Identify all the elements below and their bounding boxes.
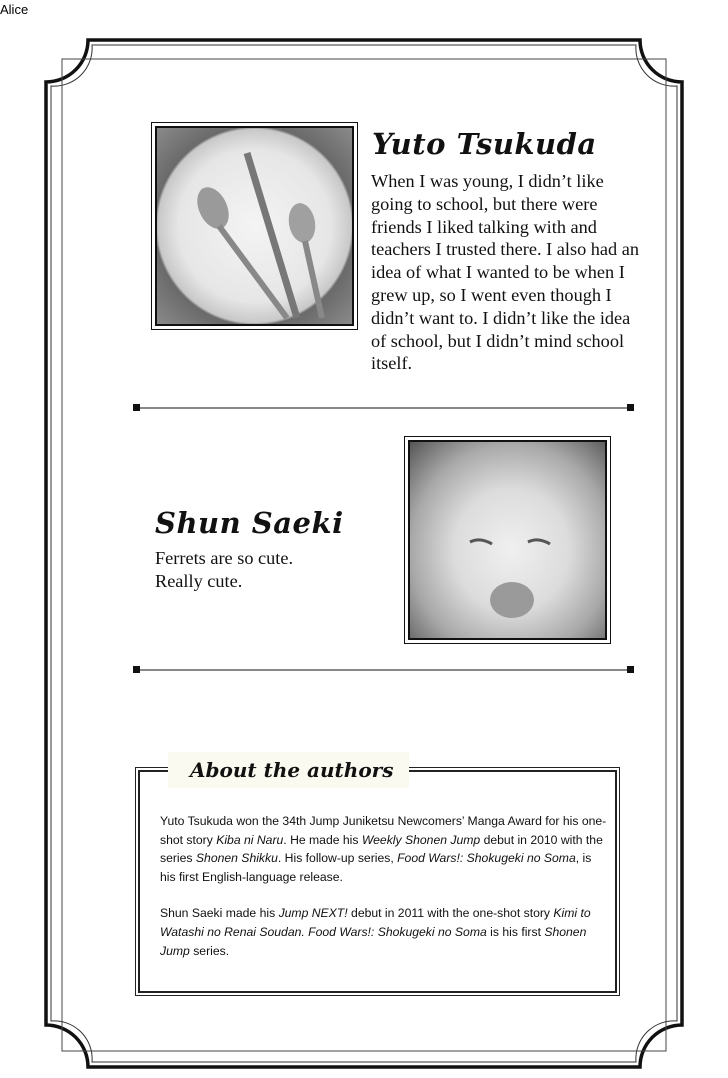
italic-title: Food Wars!: Shokugeki no Soma <box>397 851 576 866</box>
corner-label: Alice <box>0 2 29 17</box>
about-paragraph-tsukuda <box>160 812 608 886</box>
text-run: Yuto Tsukuda won the 34th Jump Juniketsu Newcomers’ Manga Award for his one-shot story <box>160 814 607 847</box>
italic-title: Kimi to Watashi no Renai Soudan. Food Wars!: Shokugeki no Soma <box>160 906 591 939</box>
section-divider <box>135 669 632 671</box>
author-bio-yuto-tsukuda: When I was young, I didn’t like going to school, but there were friends I liked talking with and teachers I trusted there. I also had an idea of what I wanted to be when I grew up, so I went even though I didn’t want to. I didn’t like the idea of school, but I didn’t mind school itself. <box>371 171 640 374</box>
text-run: is his first <box>486 924 545 939</box>
about-paragraph-saeki <box>160 904 608 960</box>
author-name-yuto-tsukuda: Yuto Tsukuda <box>372 127 597 161</box>
about-authors-title: About the authors <box>168 752 409 788</box>
bio-line: Really cute. <box>155 570 243 591</box>
author-bio-shun-saeki <box>155 547 293 593</box>
text-run: . His follow-up series, <box>277 851 398 866</box>
text-run: . He made his <box>283 832 362 847</box>
about-authors-text <box>160 812 608 978</box>
section-divider <box>135 407 632 409</box>
italic-title: Shonen Jump <box>160 924 587 958</box>
text-run: Shun Saeki made his <box>160 906 279 921</box>
italic-title: Kiba ni Naru <box>216 832 284 847</box>
author-photo-ferret <box>408 440 607 640</box>
author-name-shun-saeki: Shun Saeki <box>155 506 344 540</box>
author-photo-plate <box>155 126 354 326</box>
text-run: debut in 2010 with the series <box>160 832 603 866</box>
italic-title: Shonen Shikku <box>195 851 278 866</box>
text-run: , is his first English-language release. <box>160 851 592 884</box>
fork-spoons-icon <box>157 128 352 324</box>
ferret-icon <box>410 442 605 638</box>
italic-title: Weekly Shonen Jump <box>361 832 481 847</box>
italic-title: Jump NEXT! <box>278 906 348 921</box>
text-run: debut in 2011 with the one-shot story <box>347 906 554 921</box>
text-run: series. <box>189 943 230 958</box>
bio-line: Ferrets are so cute. <box>155 548 294 568</box>
